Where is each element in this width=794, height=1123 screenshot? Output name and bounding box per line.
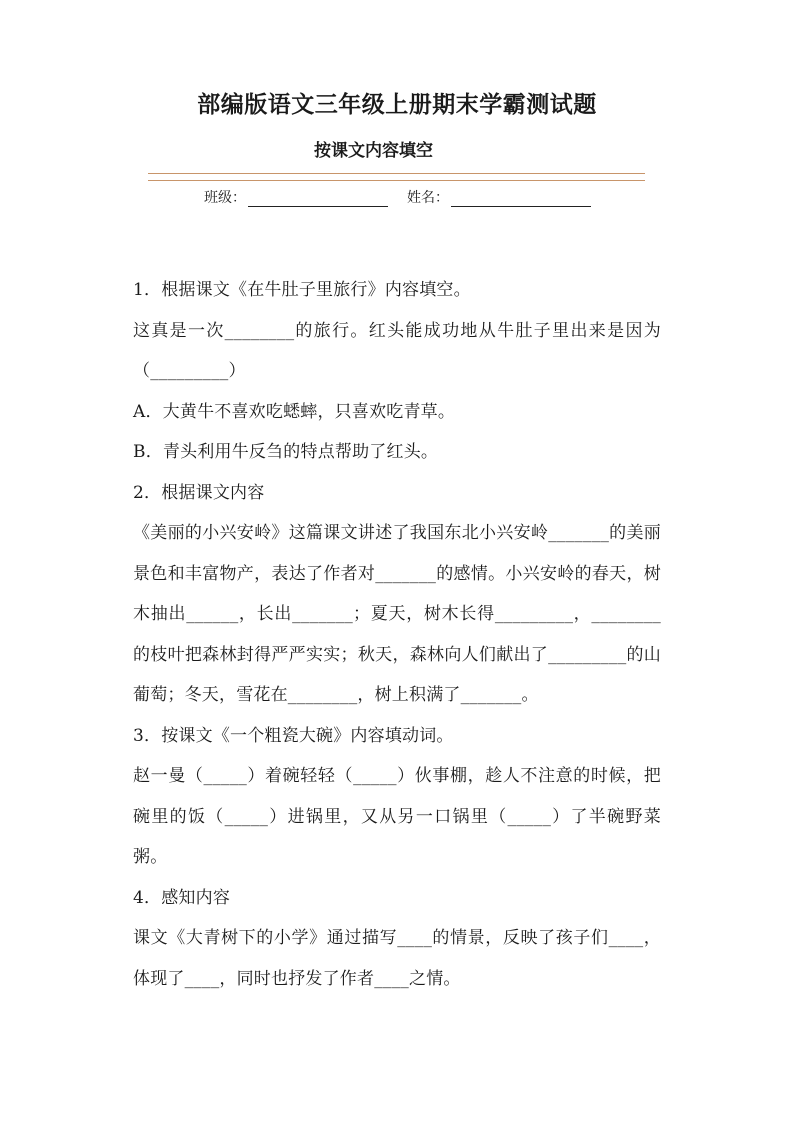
- name-blank-line[interactable]: [451, 188, 591, 207]
- question-1-option-b: B．青头利用牛反刍的特点帮助了红头。: [133, 442, 439, 462]
- name-label: 姓名：: [407, 190, 449, 206]
- header-divider-top: [148, 173, 645, 174]
- question-1-option-a: A．大黄牛不喜欢吃蟋蟀，只喜欢吃青草。: [133, 401, 456, 422]
- question-4-text: 课文《大青树下的小学》通过描写____的情景，反映了孩子们____，体现了____，同时也抒发了作者____之情。: [133, 928, 661, 989]
- section-subtitle: 按课文内容填空: [314, 141, 433, 161]
- question-2-heading: 2．根据课文内容: [133, 482, 265, 503]
- question-3-heading: 3．按课文《一个粗瓷大碗》内容填动词。: [133, 725, 454, 746]
- question-2-text: 《美丽的小兴安岭》这篇课文讲述了我国东北小兴安岭_______的美丽景色和丰富物产，表达了作者对_______的感情。小兴安岭的春天，树木抽出______，长出_______；夏天，树木长得_________，________的枝叶把森林封得严严实实；秋天，森林向人们献出了_________的山葡萄；冬天，雪花在________，树上积满了_______。: [133, 523, 661, 705]
- header-divider-bottom: [148, 180, 645, 181]
- class-field[interactable]: [204, 187, 388, 207]
- name-field[interactable]: [407, 187, 591, 207]
- question-1-line-1: 这真是一次________的旅行。红头能成功地从牛肚子里出来是因为（_________）: [133, 320, 661, 381]
- question-3-text: 赵一曼（_____）着碗轻轻（_____）伙事棚，趁人不注意的时候，把碗里的饭（_____）进锅里，又从另一口锅里（_____）了半碗野菜粥。: [133, 766, 661, 867]
- question-list: [133, 270, 661, 999]
- class-label: 班级：: [204, 190, 246, 206]
- page-title: 部编版语文三年级上册期末学霸测试题: [197, 91, 597, 118]
- class-blank-line[interactable]: [248, 188, 388, 207]
- question-1-heading: 1．根据课文《在牛肚子里旅行》内容填空。: [133, 280, 471, 300]
- question-4-heading: 4．感知内容: [133, 887, 231, 908]
